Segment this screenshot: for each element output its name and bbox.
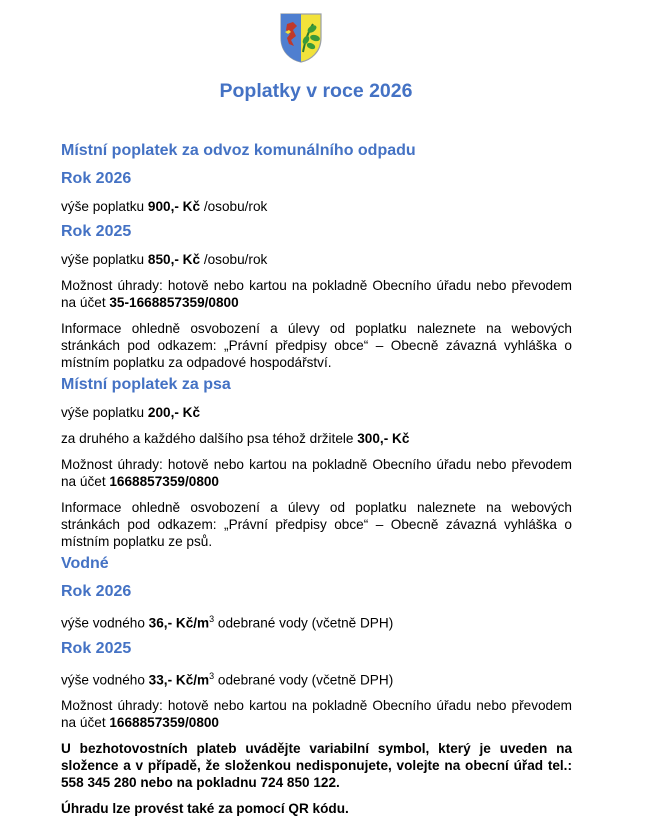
water-fee-2025: výše vodného 33,- $Kč/m^3$ odebrané vody (včetně DPH) [61, 670, 394, 688]
waste-year-2026-heading: Rok 2026 [61, 170, 132, 187]
water-account-number: 1668857359/0800 [109, 715, 219, 731]
dog-payment-info: Možnost úhrady: hotově nebo kartou na pokladně Obecního úřadu nebo převodem na účet 1668857359/0800 [61, 457, 572, 489]
waste-fee-2025: výše poplatku 850,- Kč /osobu/rok [61, 252, 268, 267]
water-year-2025-heading: Rok 2025 [61, 639, 132, 657]
dog-account-number: 1668857359/0800 [109, 474, 219, 489]
dog-fee-heading: Místní poplatek za psa [61, 376, 231, 393]
waste-year-2025-heading: Rok 2025 [61, 223, 132, 240]
water-year-2026-heading: Rok 2026 [61, 583, 132, 600]
waste-fee-heading: Místní poplatek za odvoz komunálního odpadu [61, 142, 416, 159]
water-fee-2026: výše vodného 36,- $Kč/m^3$ odebrané vody (včetně DPH) [61, 614, 394, 631]
dog-fee: výše poplatku 200,- Kč [61, 405, 201, 420]
waste-exemption-info: Informace ohledně osvobození a úlevy od poplatku naleznete na webových stránkách pod odkazem: „Právní předpisy obce“ – Obecně závazná vyhláška o místním poplatku za odpadové hospodářství. [61, 321, 572, 370]
fees-content [61, 140, 572, 817]
waste-account-number: 35-1668857359/0800 [109, 295, 239, 310]
qr-payment-note: Úhradu lze provést také za pomocí QR kódu. [61, 801, 349, 817]
dog-fee-second: za druhého a každého dalšího psa téhož držitele 300,- Kč [61, 431, 410, 446]
dog-exemption-info: Informace ohledně osvobození a úlevy od poplatku naleznete na webových stránkách pod odkazem: „Právní předpisy obce“ – Obecně závazná vyhláška o místním poplatku ze psů. [61, 500, 572, 549]
water-payment-info: Možnost úhrady: hotově nebo kartou na pokladně Obecního úřadu nebo převodem na účet 1668857359/0800 [61, 698, 572, 731]
waste-payment-info: Možnost úhrady: hotově nebo kartou na pokladně Obecního úřadu nebo převodem na účet 35-1668857359/0800 [61, 278, 572, 310]
waste-fee-2026: výše poplatku 900,- Kč /osobu/rok [61, 199, 268, 214]
payment-notice: U bezhotovostních plateb uvádějte variabilní symbol, který je uveden na složence a v případě, že složenkou nedisponujete, volejte na obecní úřad tel.: 558 345 280 nebo na pokladnu 724 850 122. [61, 741, 572, 791]
water-heading: Vodné [61, 555, 109, 572]
coat-of-arms-icon [279, 12, 323, 64]
page-title: Poplatky v roce 2026 [219, 80, 413, 102]
